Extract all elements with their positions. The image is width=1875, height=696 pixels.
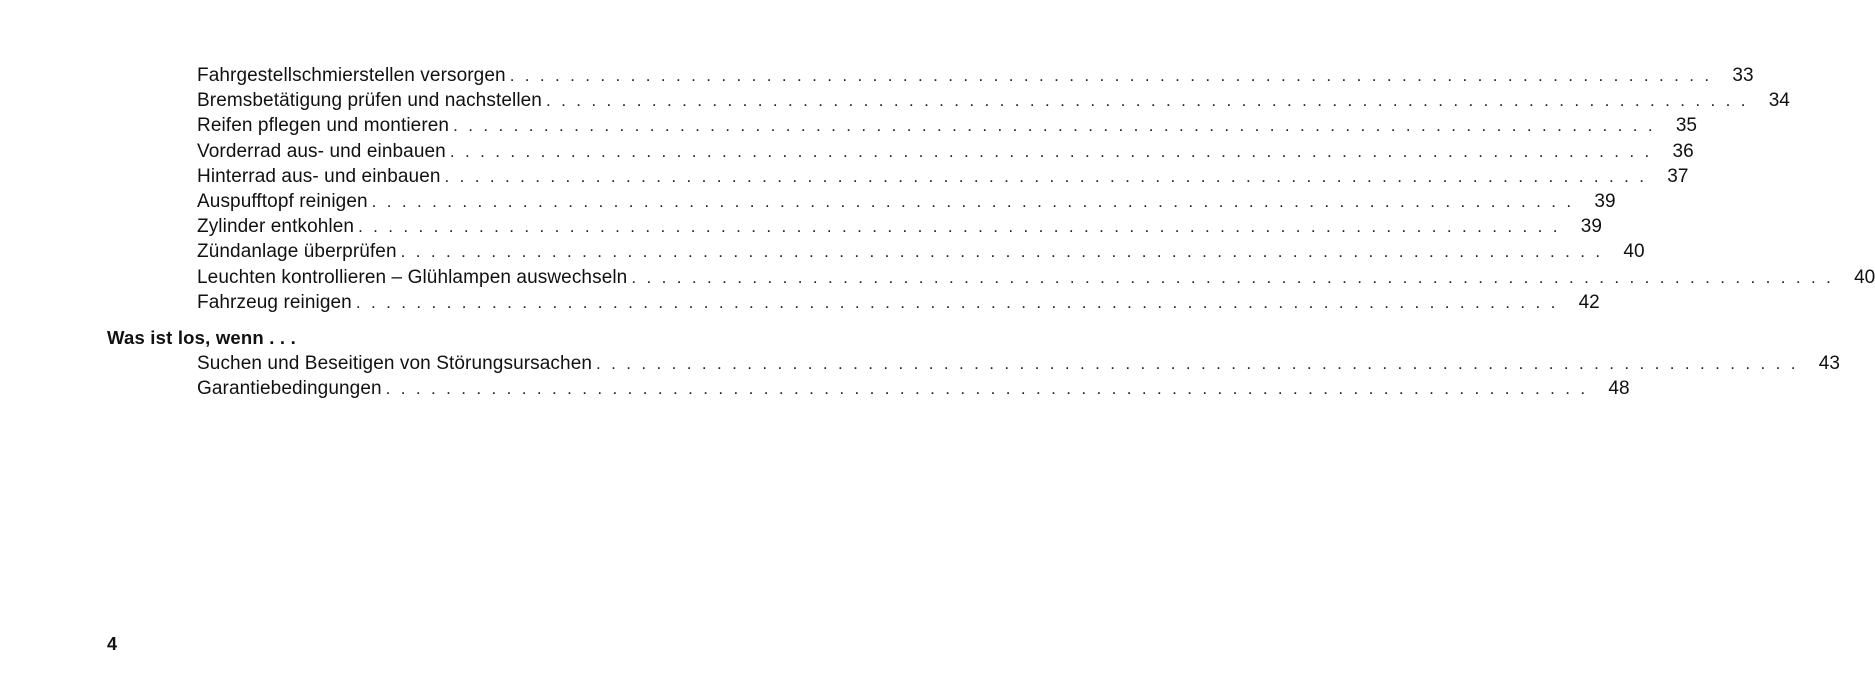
toc-entry: [197, 189, 1616, 214]
dot-leader: ................................................................................: [509, 66, 1720, 85]
dot-leader: ................................................................................: [400, 242, 1611, 262]
toc-group-maintenance: [197, 63, 1875, 315]
toc-entry-title: Vorderrad aus- und einbauen: [197, 140, 446, 162]
toc-entry-title: Suchen und Beseitigen von Störungsursachen: [197, 353, 593, 374]
dot-leader: ................................................................................: [545, 91, 1756, 111]
section-heading-troubleshooting: Was ist los, wenn . . .: [107, 327, 296, 348]
toc-entry-page: 34: [1768, 90, 1790, 112]
toc-entry: [197, 88, 1790, 113]
toc-entry-page: 37: [1667, 165, 1689, 187]
toc-entry-title: Zylinder entkohlen: [197, 216, 355, 238]
toc-entry: [197, 351, 1840, 376]
toc-entry-page: 39: [1594, 190, 1616, 212]
toc-entry-title: Leuchten kontrollieren – Glühlampen auswechseln: [197, 266, 628, 288]
toc-entry: [197, 214, 1602, 239]
toc-entry: [197, 265, 1875, 290]
dot-leader: ................................................................................: [371, 191, 1582, 211]
toc-entry-title: Reifen pflegen und montieren: [197, 115, 450, 137]
toc-entry-title: Auspufftopf reinigen: [197, 190, 368, 212]
toc-entry-title: Fahrgestellschmierstellen versorgen: [197, 65, 506, 86]
dot-leader: ................................................................................: [596, 354, 1806, 373]
toc-entry-page: 48: [1608, 378, 1630, 400]
toc-entry-title: Zündanlage überprüfen: [197, 241, 397, 263]
toc-entry: [197, 63, 1754, 88]
toc-entry-page: 33: [1732, 65, 1754, 86]
toc-entry-title: Fahrzeug reinigen: [197, 291, 352, 313]
page-number: 4: [107, 634, 118, 654]
dot-leader: ................................................................................: [385, 379, 1596, 399]
dot-leader: ................................................................................: [355, 292, 1566, 312]
toc-entry: [197, 290, 1600, 315]
toc-entry: [197, 164, 1689, 189]
toc-entry: [197, 139, 1694, 164]
dot-leader: ................................................................................: [449, 141, 1660, 161]
toc-entry: [197, 113, 1697, 138]
dot-leader: ................................................................................: [358, 217, 1568, 237]
toc-entry-page: 39: [1580, 216, 1602, 238]
dot-leader: ................................................................................: [631, 267, 1842, 287]
dot-leader: ................................................................................: [444, 166, 1655, 186]
toc-group-troubleshooting: [197, 351, 1840, 401]
toc-entry-page: 40: [1854, 266, 1875, 288]
toc-entry-page: 35: [1675, 115, 1697, 137]
toc-entry: [197, 239, 1645, 264]
toc-entry-page: 36: [1672, 140, 1694, 162]
toc-entry-page: 42: [1578, 291, 1600, 313]
dot-leader: ................................................................................: [453, 116, 1663, 136]
toc-entry-page: 40: [1623, 241, 1645, 263]
toc-entry-page: 43: [1818, 353, 1840, 374]
toc-entry-title: Hinterrad aus- und einbauen: [197, 165, 441, 187]
toc-entry-title: Bremsbetätigung prüfen und nachstellen: [197, 90, 542, 112]
toc-entry-title: Garantiebedingungen: [197, 378, 382, 400]
toc-entry: [197, 376, 1630, 401]
